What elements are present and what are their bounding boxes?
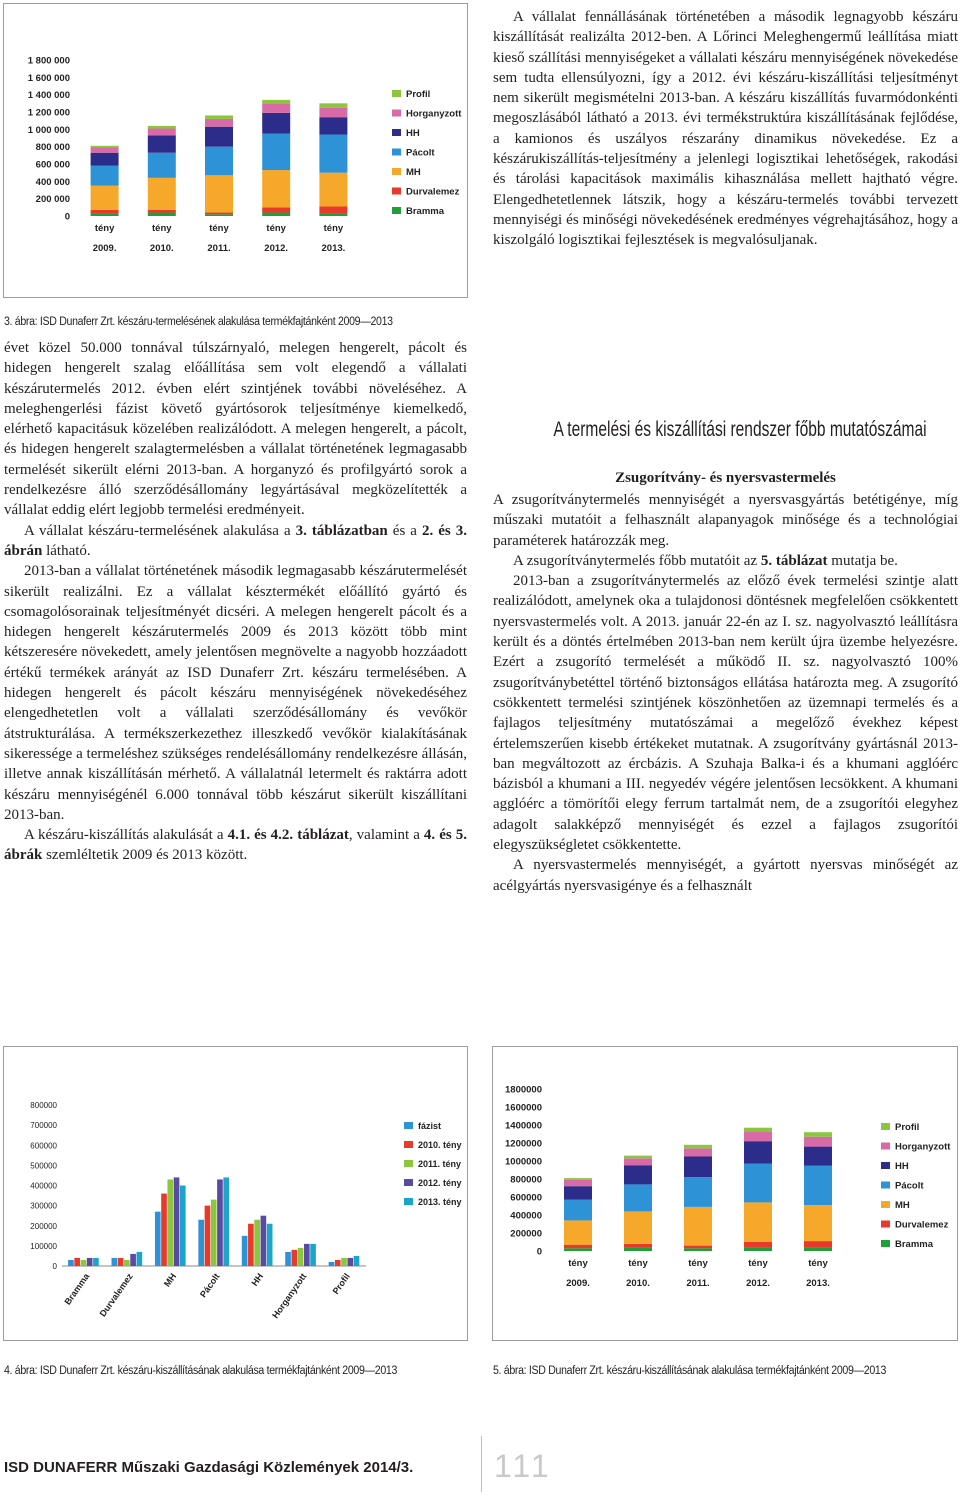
- bold-reference: 3. táblázatban: [295, 522, 388, 539]
- category-top-label: tény: [688, 1258, 708, 1269]
- y-tick-label: 200000: [30, 1221, 57, 1231]
- figure-3-caption: 3. ábra: ISD Dunaferr Zrt. készáru-termelésének alakulása termékfajtánként 2009—2013: [4, 316, 393, 328]
- bar-1: [285, 1252, 291, 1266]
- bar-2: [118, 1258, 124, 1266]
- bar-segment-hh: [148, 135, 176, 152]
- figure-5-caption: 5. ábra: ISD Dunaferr Zrt. készáru-kiszállításának alakulása termékfajtánként 2009—2013: [493, 1365, 887, 1377]
- bar-2: [74, 1258, 80, 1266]
- figure-4-box: [3, 1046, 468, 1341]
- bar-segment-hh: [684, 1157, 712, 1178]
- legend-swatch: [392, 188, 401, 195]
- y-tick-label: 1200000: [505, 1138, 542, 1150]
- bar-segment-horganyzott: [564, 1180, 592, 1186]
- bar-segment-durvalemez: [744, 1242, 772, 1247]
- bar-3: [167, 1179, 173, 1266]
- y-tick-label: 400 000: [35, 176, 70, 188]
- legend-label: 2013. tény: [418, 1197, 462, 1207]
- category-label: 2009.: [566, 1278, 590, 1289]
- bar-segment-hh: [744, 1141, 772, 1164]
- left-column-text: [4, 338, 467, 866]
- bar-segment-profil: [564, 1178, 592, 1180]
- y-tick-label: 1400000: [505, 1120, 542, 1132]
- bar-segment-mh: [684, 1207, 712, 1246]
- bar-segment-durvalemez: [624, 1244, 652, 1248]
- legend-label: Durvalemez: [895, 1219, 949, 1231]
- y-tick-label: 300000: [30, 1201, 57, 1211]
- bar-segment-durvalemez: [262, 207, 290, 212]
- y-tick-label: 800000: [30, 1101, 57, 1110]
- bar-segment-bramma: [804, 1247, 832, 1251]
- bar-segment-bramma: [262, 213, 290, 216]
- bar-segment-horganyzott: [205, 119, 233, 127]
- bar-segment-bramma: [684, 1248, 712, 1251]
- bar-3: [341, 1258, 347, 1266]
- footer-divider: [481, 1436, 482, 1492]
- bold-reference: 4.1. és 4.2. táblázat: [227, 827, 349, 844]
- bar-segment-profil: [148, 126, 176, 129]
- bar-1: [329, 1262, 335, 1266]
- bar-segment-mh: [148, 178, 176, 210]
- y-tick-label: 1 800 000: [27, 55, 70, 67]
- figure-3-box: [3, 3, 468, 298]
- bar-segment-horganyzott: [262, 103, 290, 113]
- bar-segment-horganyzott: [804, 1137, 832, 1147]
- bold-reference: 4. és 5. ábrák: [4, 827, 468, 864]
- bar-2: [205, 1206, 211, 1266]
- bar-5: [310, 1244, 316, 1266]
- category-top-label: tény: [808, 1258, 828, 1269]
- legend-label: Pácolt: [895, 1180, 924, 1192]
- legend-swatch: [392, 90, 401, 97]
- legend-label: Pácolt: [406, 147, 435, 159]
- bar-5: [354, 1256, 360, 1266]
- y-tick-label: 400000: [30, 1181, 57, 1191]
- legend-label: 2011. tény: [418, 1159, 462, 1169]
- bar-5: [267, 1224, 273, 1266]
- paragraph: A zsugorítványtermelés mennyiségét a nyersvasgyártás betétigénye, míg műszaki mutatóit a felhasznált alapanyagok minősége és a technológiai paraméterek határozzák meg.: [493, 492, 958, 549]
- y-tick-label: 1800000: [505, 1084, 542, 1096]
- category-top-label: tény: [323, 223, 344, 234]
- legend-swatch: [392, 149, 401, 156]
- category-label: 2010.: [626, 1278, 650, 1289]
- bar-segment-profil: [319, 103, 347, 107]
- bar-2: [335, 1260, 341, 1266]
- legend-swatch: [404, 1160, 413, 1167]
- legend-label: Durvalemez: [406, 186, 460, 198]
- category-label: Horganyzott: [270, 1271, 309, 1321]
- bar-segment-durvalemez: [564, 1245, 592, 1249]
- category-label: MH: [161, 1271, 179, 1289]
- bar-4: [347, 1258, 353, 1266]
- legend-swatch: [881, 1201, 890, 1208]
- bar-segment-pácolt: [564, 1200, 592, 1221]
- legend-swatch: [881, 1123, 890, 1130]
- bar-segment-durvalemez: [684, 1246, 712, 1249]
- bar-4: [304, 1244, 310, 1266]
- legend-swatch: [392, 207, 401, 214]
- bar-segment-durvalemez: [91, 210, 119, 213]
- right-column-bottom-text: [493, 490, 958, 896]
- paragraph: évet közel 50.000 tonnával túlszárnyaló, melegen hengerelt, pácolt és hidegen hengerelt szalag előállítása sem volt elegendő a vállalati készárutermelés 2012. évben elért szintjének további növeléséhez. A meleghengerlési fázist követő gyártósorok teljesítménye kiemelkedő, elérhető kapacitásuk közelében realizálódott. A melegen hengerelt, a pácolt, és hidegen hengerelt szalagtermelésben a vállalat történetének legmagasabb termelését sikerült elérni 2013-ban. A horganyzó és profilgyártó sorok a rendelkezésre álló szerződésállomány legyártásával megközelítették a vállalat eddig elért legjobb termelési eredményeit.: [4, 340, 467, 519]
- text-run: és a: [387, 522, 422, 539]
- bar-segment-hh: [205, 127, 233, 147]
- bar-segment-horganyzott: [624, 1158, 652, 1165]
- legend-label: 2010. tény: [418, 1140, 462, 1150]
- legend-swatch: [404, 1179, 413, 1186]
- bar-segment-profil: [744, 1128, 772, 1132]
- paragraph: [4, 521, 467, 562]
- figure-5-chart: [493, 1047, 957, 1340]
- paragraph: 2013-ban a zsugorítványtermelés az előző évek termelési szintje alatt realizálódott, amelynek oka a tulajdonosi döntésnek megfelelően csökkentett nyersvastermelés volt. A 2013. január 22-én az I. sz. nagyolvasztó leállításra került és a döntés értelmében 2013-ban nem került újra üzembe helyezésre. Ezért a zsugorító termelését a működő II. sz. nagyolvasztó 100% zsugorítványbetéttel történő biztonságos ellátása határozta meg. A zsugorító csökkentett termelési szintjének köszönhetően az üzemnapi termelés és a fajlagos teljesítmény mutatószámai a megelőző évekhez képest értelemszerűen kisebb értékeket mutatnak. A zsugorítvány gyártásnál 2013-ban megváltozott az ércbázis. A Szuhaja Balka-i és a khumani agglóérc bázisból a khumani a III. negyedév végére jelentősen lecsökkent. A khumani agglóérc a tömörítői elegy ferrum tartalmát nem, de a zsugorítói elegyhez adagolt salakképző mennyiségét és ezzel a fajlagos zsugorítói elegyszükségletet csökkentette.: [493, 573, 958, 854]
- bar-segment-durvalemez: [205, 213, 233, 215]
- legend-label: HH: [895, 1161, 909, 1172]
- category-top-label: tény: [94, 223, 115, 234]
- bar-segment-horganyzott: [684, 1148, 712, 1156]
- bar-1: [155, 1212, 161, 1266]
- y-tick-label: 1000000: [505, 1156, 542, 1168]
- bar-segment-bramma: [91, 213, 119, 216]
- y-tick-label: 1 400 000: [27, 90, 70, 102]
- y-tick-label: 200000: [510, 1228, 542, 1240]
- figure-3-chart: [4, 4, 467, 297]
- bar-segment-horganyzott: [148, 128, 176, 135]
- bar-segment-pácolt: [205, 147, 233, 176]
- category-label: Durvalemez: [97, 1271, 135, 1319]
- figure-4-chart: [4, 1047, 467, 1340]
- legend-label: MH: [406, 167, 421, 178]
- right-column-top-text: [493, 7, 958, 251]
- category-label: 2012.: [746, 1278, 770, 1289]
- category-label: Profil: [330, 1271, 352, 1297]
- text-run: szemléltetik 2009 és 2013 között.: [42, 847, 248, 864]
- bar-segment-mh: [804, 1205, 832, 1241]
- bar-4: [87, 1258, 93, 1266]
- legend-label: Horganyzott: [895, 1141, 951, 1153]
- y-tick-label: 1 000 000: [27, 124, 70, 136]
- legend-label: MH: [895, 1200, 910, 1211]
- bar-segment-profil: [91, 146, 119, 148]
- bar-segment-pácolt: [319, 135, 347, 173]
- category-label: Pácolt: [197, 1271, 222, 1300]
- bar-4: [174, 1177, 180, 1266]
- bar-segment-profil: [684, 1145, 712, 1149]
- bar-1: [68, 1260, 74, 1266]
- bar-2: [248, 1224, 254, 1266]
- bar-1: [198, 1220, 204, 1266]
- bar-segment-mh: [744, 1202, 772, 1242]
- bar-5: [137, 1252, 143, 1266]
- category-label: 2012.: [264, 243, 289, 254]
- bar-segment-bramma: [564, 1248, 592, 1251]
- category-top-label: tény: [568, 1258, 588, 1269]
- bar-segment-durvalemez: [319, 206, 347, 213]
- legend-swatch: [881, 1143, 890, 1150]
- y-tick-label: 700000: [30, 1121, 57, 1131]
- bar-segment-pácolt: [684, 1177, 712, 1207]
- bar-2: [161, 1194, 167, 1266]
- figure-5-box: [492, 1046, 958, 1341]
- y-tick-label: 200 000: [35, 194, 70, 206]
- journal-footer: ISD DUNAFERR Műszaki Gazdasági Közlemények 2014/3.: [4, 1459, 414, 1476]
- category-label: 2011.: [686, 1278, 710, 1289]
- paragraph: [493, 551, 958, 571]
- legend-swatch: [392, 168, 401, 175]
- legend-swatch: [392, 110, 401, 117]
- bar-segment-horganyzott: [744, 1131, 772, 1141]
- bar-segment-horganyzott: [319, 108, 347, 118]
- y-tick-label: 800 000: [35, 142, 70, 154]
- bar-5: [93, 1258, 99, 1266]
- bar-segment-hh: [319, 117, 347, 134]
- bar-segment-pácolt: [91, 166, 119, 186]
- legend-label: Horganyzott: [406, 108, 462, 120]
- category-top-label: tény: [209, 223, 229, 234]
- bar-3: [298, 1248, 304, 1266]
- paragraph: A nyersvastermelés mennyiségét, a gyártott nyersvas minőségét az acélgyártás nyersvasigénye és a felhasznált: [493, 857, 958, 894]
- bar-3: [211, 1200, 217, 1266]
- y-tick-label: 800000: [510, 1174, 542, 1186]
- y-tick-label: 1 200 000: [27, 107, 70, 119]
- legend-label: fázist: [418, 1121, 442, 1131]
- bar-4: [130, 1254, 136, 1266]
- category-label: 2013.: [321, 243, 346, 254]
- bar-segment-mh: [564, 1220, 592, 1244]
- page-number: 111: [494, 1448, 552, 1484]
- category-label: Bramma: [62, 1271, 92, 1307]
- bar-segment-bramma: [205, 214, 233, 216]
- category-label: 2011.: [207, 243, 231, 254]
- y-tick-label: 600000: [30, 1141, 57, 1151]
- bar-segment-profil: [624, 1156, 652, 1159]
- legend-swatch: [881, 1240, 890, 1247]
- text-run: A vállalat készáru-termelésének alakulása a: [24, 522, 296, 539]
- y-tick-label: 1600000: [505, 1102, 542, 1114]
- section-subheading: Zsugorítvány- és nyersvastermelés: [615, 470, 836, 486]
- bar-segment-mh: [624, 1211, 652, 1243]
- bar-segment-pácolt: [744, 1164, 772, 1203]
- category-top-label: tény: [628, 1258, 648, 1269]
- category-label: HH: [249, 1271, 266, 1288]
- bar-segment-mh: [262, 170, 290, 207]
- category-label: 2009.: [92, 243, 117, 254]
- legend-swatch: [881, 1221, 890, 1228]
- bar-segment-horganyzott: [91, 148, 119, 153]
- bar-segment-profil: [804, 1132, 832, 1137]
- legend-label: 2012. tény: [418, 1178, 462, 1188]
- bar-segment-pácolt: [624, 1184, 652, 1211]
- legend-swatch: [881, 1162, 890, 1169]
- text-run: látható.: [42, 542, 91, 559]
- category-label: 2013.: [806, 1278, 830, 1289]
- category-top-label: tény: [266, 223, 286, 234]
- bar-segment-bramma: [624, 1247, 652, 1251]
- bar-1: [112, 1258, 118, 1266]
- bar-1: [242, 1236, 248, 1266]
- y-tick-label: 0: [52, 1262, 57, 1271]
- bar-segment-mh: [319, 173, 347, 207]
- bar-segment-hh: [262, 113, 290, 134]
- category-top-label: tény: [748, 1258, 768, 1269]
- bar-3: [81, 1260, 87, 1266]
- y-tick-label: 400000: [510, 1210, 542, 1222]
- y-tick-label: 1 600 000: [27, 72, 70, 84]
- bar-2: [291, 1250, 297, 1266]
- bar-5: [180, 1186, 186, 1267]
- legend-label: Profil: [895, 1122, 920, 1133]
- y-tick-label: 600000: [510, 1192, 542, 1204]
- paragraph: A vállalat fennállásának történetében a második legnagyobb készáru kiszállítását realizálta 2012-ben. A Lőrinci Meleghengermű leállítása miatt kieső szállítási mennyiségeket a vállalati készáru mennyiségének növekedése sem tudta ellensúlyozni, így a 2012. évi készáru-kiszállítási teljesítményt nem sikerült megismételni 2013-ban. A készáru kiszállítás fuvarmódonkénti megoszlásából látható a 2013. évi termékstruktúra kiszállításának fejlődése, a kamionos és uszályos részarány dinamikus növekedése. Ez a készárukiszállítás-teljesítmény a jelenlegi logisztikai lehetőségek, rakodási és tárolási kapacitások maximális kihasználása mellett hajtható végre. Elengedhetetlennek látszik, hogy a készáru-termelés további tervezett mennyiségi és minőségi növekedésének eredményes végrehajtásához, hogy a kiszolgáló logisztikai fejlesztések is megvalósuljanak.: [493, 9, 958, 249]
- paragraph: 2013-ban a vállalat történetének második legmagasabb készárutermelését sikerült realizálni. Ez a vállalat késztermékét előállító gyártó és csomagolósorainak teljesítményét dicséri. A melegen hengerelt pácolt és a hidegen hengerelt készárutermelés 2009 és 2013 között több mint kétszeresére növekedett, amely jelentősen megnövelte a nagyobb hozzáadott értékű termékek arányát az ISD Dunaferr Zrt. készáru termelésében. A hidegen hengerelt és pácolt készáru mennyiségének növekedéséhez elengedhetetlen volt a vállalati szerződésállomány és vevőkör átstrukturálása. A termékszerkezethez illeszkedő vevőkör kialakításának sikeressége a termeléshez szükséges rendelésállomány rendelkezésre állásán, illetve annak kiszállításán mérhető. A vállalatnál letermelt és raktárra adott készáru mennyiségénél 6.000 tonnával több készárut sikerült kiszállítani 2013-ban.: [4, 563, 467, 823]
- bar-segment-hh: [624, 1166, 652, 1185]
- bar-3: [124, 1260, 130, 1266]
- y-tick-label: 0: [536, 1246, 542, 1258]
- legend-label: Bramma: [895, 1239, 934, 1250]
- legend-swatch: [881, 1182, 890, 1189]
- category-label: 2010.: [149, 243, 174, 254]
- y-tick-label: 600 000: [35, 159, 70, 171]
- legend-swatch: [392, 129, 401, 136]
- y-tick-label: 0: [64, 211, 70, 223]
- text-run: A készáru-kiszállítás alakulását a: [24, 827, 228, 844]
- bar-segment-durvalemez: [804, 1241, 832, 1247]
- figure-4-caption: 4. ábra: ISD Dunaferr Zrt. készáru-kiszállításának alakulása termékfajtánként 2009—2013: [4, 1365, 398, 1377]
- bar-segment-profil: [205, 115, 233, 118]
- bar-segment-pácolt: [804, 1166, 832, 1206]
- text-run: , valamint a: [348, 827, 424, 844]
- text-run: mutatja be.: [827, 552, 898, 569]
- bar-4: [261, 1216, 267, 1266]
- bar-segment-hh: [91, 153, 119, 166]
- bold-reference: 2. és 3. ábrán: [4, 522, 468, 559]
- bar-4: [217, 1179, 223, 1266]
- bold-reference: 5. táblázat: [760, 552, 828, 569]
- section-heading: A termelési és kiszállítási rendszer főbb mutatószámai: [553, 418, 927, 441]
- category-top-label: tény: [152, 223, 172, 234]
- paragraph: [4, 825, 467, 866]
- y-tick-label: 500000: [30, 1161, 57, 1171]
- text-run: A zsugorítványtermelés főbb mutatóit az: [513, 552, 761, 569]
- bar-segment-hh: [564, 1186, 592, 1200]
- legend-label: HH: [406, 128, 420, 139]
- legend-label: Bramma: [406, 206, 445, 217]
- bar-3: [254, 1220, 260, 1266]
- bar-segment-profil: [262, 100, 290, 103]
- bar-5: [223, 1177, 229, 1266]
- bar-segment-bramma: [744, 1247, 772, 1251]
- bar-segment-mh: [205, 175, 233, 212]
- legend-swatch: [404, 1141, 413, 1148]
- legend-swatch: [404, 1198, 413, 1205]
- y-tick-label: 100000: [30, 1241, 57, 1251]
- bar-segment-bramma: [148, 213, 176, 216]
- bar-segment-pácolt: [262, 134, 290, 170]
- bar-segment-bramma: [319, 213, 347, 216]
- bar-segment-pácolt: [148, 153, 176, 178]
- legend-label: Profil: [406, 89, 431, 100]
- bar-segment-hh: [804, 1147, 832, 1166]
- bar-segment-durvalemez: [148, 210, 176, 213]
- legend-swatch: [404, 1122, 413, 1129]
- bar-segment-mh: [91, 186, 119, 210]
